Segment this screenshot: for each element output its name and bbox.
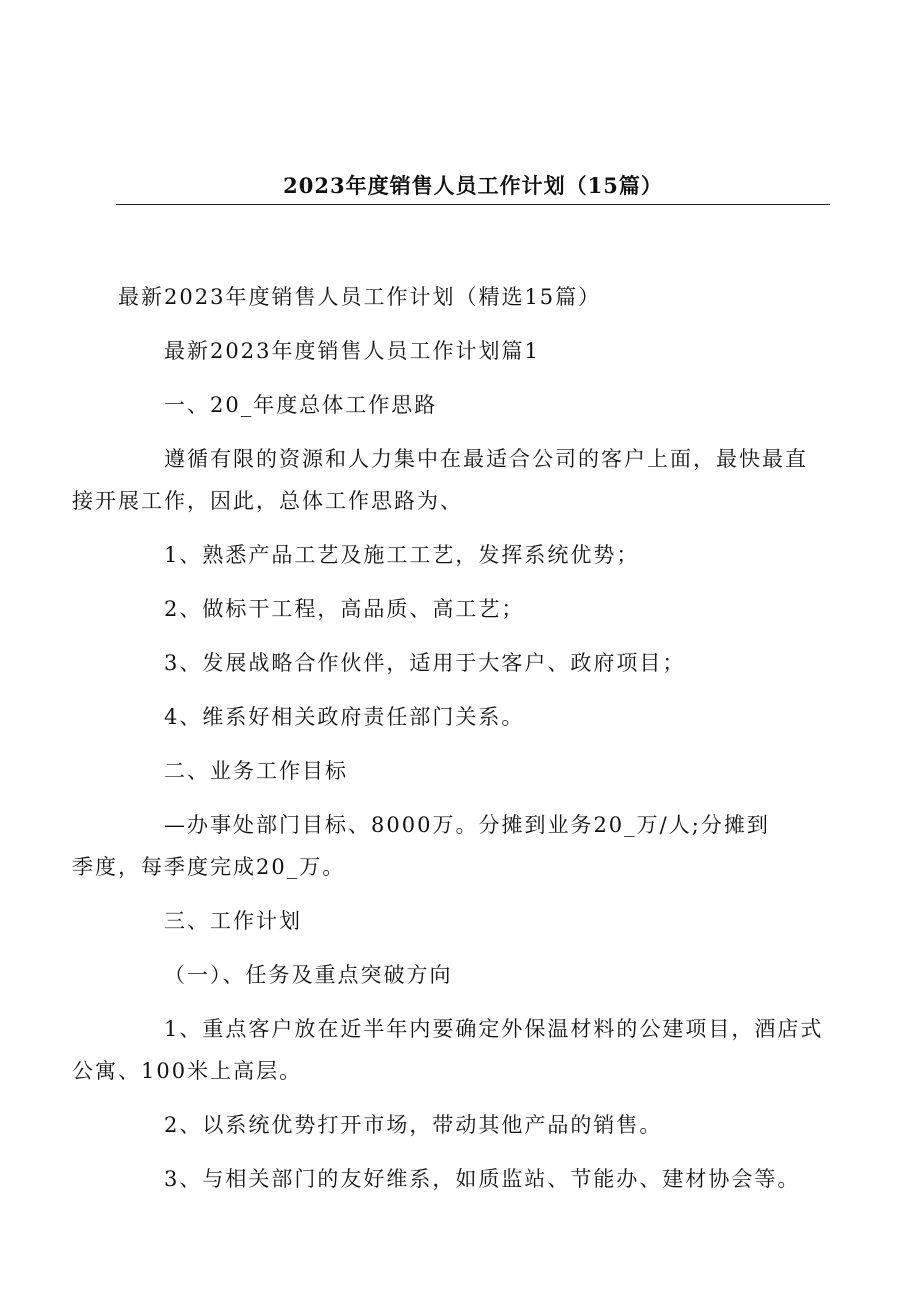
section-heading-1: 一、20_年度总体工作思路: [164, 393, 438, 417]
list-item: 3、发展战略合作伙伴，适用于大客户、政府项目；: [164, 651, 686, 675]
paragraph-line: 1、重点客户放在近半年内要确定外保温材料的公建项目，酒店式: [164, 1017, 824, 1041]
subsection-heading: （一）、任务及重点突破方向: [164, 963, 453, 987]
document-title: 2023年度销售人员工作计划（15篇）: [283, 173, 663, 198]
list-item: [72, 1002, 824, 1098]
paragraph-line: —办事处部门目标、8000万。分摊到业务20_万/人;分摊到: [164, 813, 770, 837]
list-item: 3、与相关部门的友好维系，如质监站、节能办、建材协会等。: [164, 1167, 801, 1191]
document-body: [72, 270, 824, 1206]
paragraph-line: 遵循有限的资源和人力集中在最适合公司的客户上面，最快最直: [164, 447, 808, 471]
body-paragraph: [72, 432, 818, 528]
section-heading-2: 二、业务工作目标: [164, 759, 348, 783]
paragraph-line: 季度，每季度完成20_万。: [72, 855, 346, 879]
title-underline: [116, 204, 830, 205]
list-item: 1、熟悉产品工艺及施工工艺，发挥系统优势；: [164, 543, 640, 567]
section-heading-3: 三、工作计划: [164, 909, 302, 933]
paragraph-line: 接开展工作，因此，总体工作思路为、: [72, 489, 463, 513]
body-paragraph: [72, 798, 818, 894]
article-heading: 最新2023年度销售人员工作计划篇1: [164, 339, 540, 363]
paragraph-line: 公寓、100米上高层。: [72, 1059, 303, 1083]
list-item: 4、维系好相关政府责任部门关系。: [164, 705, 525, 729]
list-item: 2、做标干工程，高品质、高工艺；: [164, 597, 525, 621]
subtitle-paragraph: 最新2023年度销售人员工作计划（精选15篇）: [118, 285, 602, 309]
list-item: 2、以系统优势打开市场，带动其他产品的销售。: [164, 1113, 663, 1137]
